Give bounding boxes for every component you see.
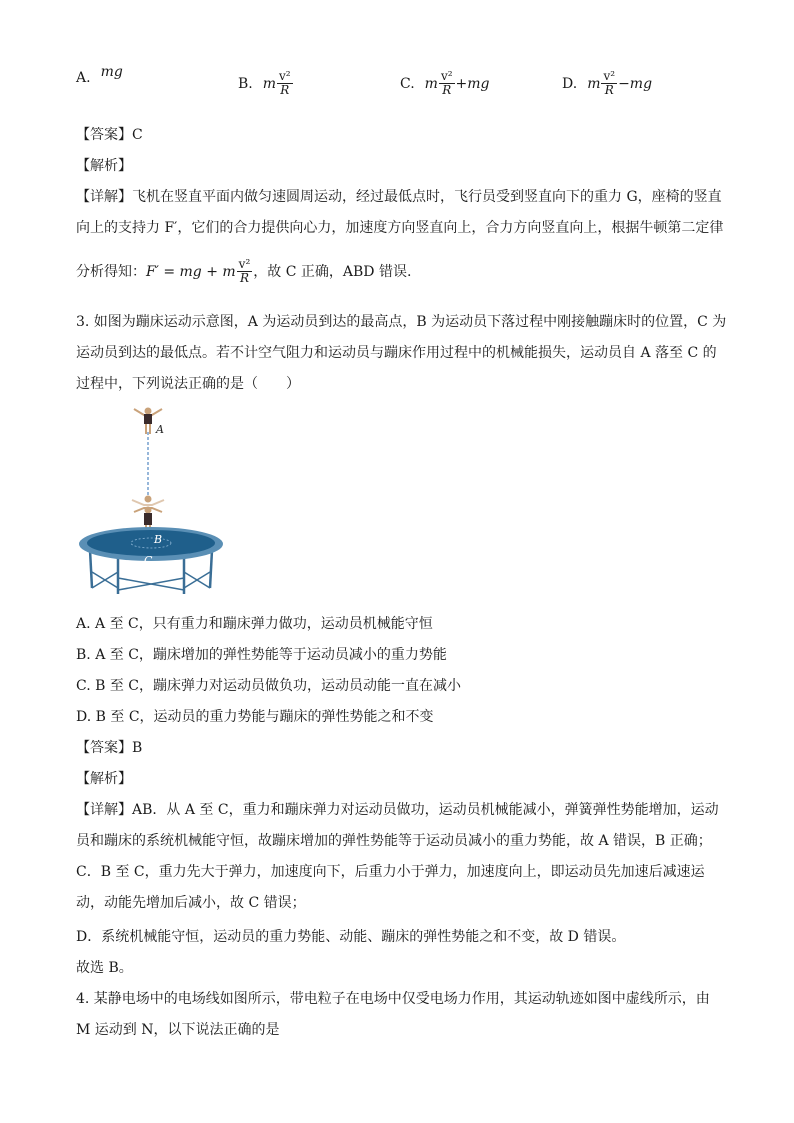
option-b [238, 70, 294, 97]
option-d-m: m [587, 75, 601, 92]
option-c-label: C. [400, 75, 415, 92]
option-b-m: m [262, 75, 277, 92]
option-a [76, 64, 123, 86]
q3-option-c: C. B 至 C，蹦床弹力对运动员做负功，运动员动能一直在减小 [76, 678, 462, 694]
analysis-q2-heading: 【解析】 [76, 158, 132, 174]
q4-line2: M 运动到 N，以下说法正确的是 [76, 1022, 280, 1038]
q3-option-d: D. B 至 C，运动员的重力势能与蹦床的弹性势能之和不变 [76, 709, 434, 725]
detail-q2-line1: 【详解】飞机在竖直平面内做匀速圆周运动，经过最低点时，飞行员受到竖直向下的重力 G，座椅的竖直 [76, 189, 722, 205]
option-c-fraction: $\frac{\text{v²}}{R}$ [440, 69, 453, 97]
detail-q2-equation: F′ = mg + m [146, 263, 236, 280]
option-d-tail: −mg [618, 75, 653, 92]
q3-option-b: B. A 至 C，蹦床增加的弹性势能等于运动员减小的重力势能 [76, 647, 447, 663]
fig-label-a: A [156, 423, 164, 436]
q3-line2: 运动员到达的最低点。若不计空气阻力和运动员与蹦床作用过程中的机械能损失，运动员自 A 落至 C 的 [76, 345, 717, 361]
analysis-q3-heading: 【解析】 [76, 771, 132, 787]
option-d-fraction: $\frac{\text{v²}}{R}$ [603, 69, 616, 97]
option-c [400, 70, 490, 97]
q4-line1: 4. 某静电场中的电场线如图所示，带电粒子在电场中仅受电场力作用，其运动轨迹如图中虚线所示，由 [76, 991, 710, 1007]
detail-q3-line2: 员和蹦床的系统机械能守恒，故蹦床增加的弹性势能等于运动员减小的重力势能，故 A 错误，B 正确； [76, 833, 712, 849]
detail-q3-line6: 故选 B。 [76, 960, 133, 976]
detail-q2-line3-post: ，故 C 正确，ABD 错误. [253, 263, 412, 280]
q3-line3: 过程中，下列说法正确的是（ ） [76, 376, 300, 392]
detail-q3-line4: 动，动能先增加后减小，故 C 错误； [76, 895, 306, 911]
detail-q2-line3-pre: 分析得知： [76, 263, 146, 280]
detail-q3-line5: D．系统机械能守恒，运动员的重力势能、动能、蹦床的弹性势能之和不变，故 D 错误。 [76, 929, 626, 945]
option-b-label: B. [238, 75, 253, 92]
detail-q2-line3 [76, 258, 411, 285]
detail-q2-line2: 向上的支持力 F′，它们的合力提供向心力，加速度方向竖直向上，合力方向竖直向上，根据牛顿第二定律 [76, 220, 724, 236]
option-c-tail: +mg [455, 75, 490, 92]
fig-label-c: C [144, 554, 153, 567]
answer-q2: 【答案】C [76, 127, 143, 143]
answer-q3: 【答案】B [76, 740, 143, 756]
option-d-label: D. [562, 75, 578, 92]
q3-option-a: A. A 至 C，只有重力和蹦床弹力做功，运动员机械能守恒 [76, 616, 433, 632]
option-b-fraction: $\frac{\text{v²}}{R}$ [279, 69, 291, 97]
q3-line1: 3. 如图为蹦床运动示意图，A 为运动员到达的最高点，B 为运动员下落过程中刚接触蹦床时的位置，C 为 [76, 314, 727, 330]
option-a-label: A. [76, 70, 91, 86]
option-a-expr: mg [100, 64, 123, 80]
detail-q3-line3: C．B 至 C，重力先大于弹力，加速度向下，后重力小于弹力，加速度向上，即运动员先加速后减速运 [76, 864, 705, 880]
detail-q3-line1: 【详解】AB．从 A 至 C，重力和蹦床弹力对运动员做功，运动员机械能减小，弹簧弹性势能增加，运动 [76, 802, 719, 818]
option-c-m: m [424, 75, 438, 92]
trampoline-figure [74, 402, 234, 602]
detail-q2-fraction: $\frac{\text{v²}}{R}$ [238, 257, 251, 285]
fig-label-b: B [154, 533, 163, 546]
option-d [562, 70, 652, 97]
